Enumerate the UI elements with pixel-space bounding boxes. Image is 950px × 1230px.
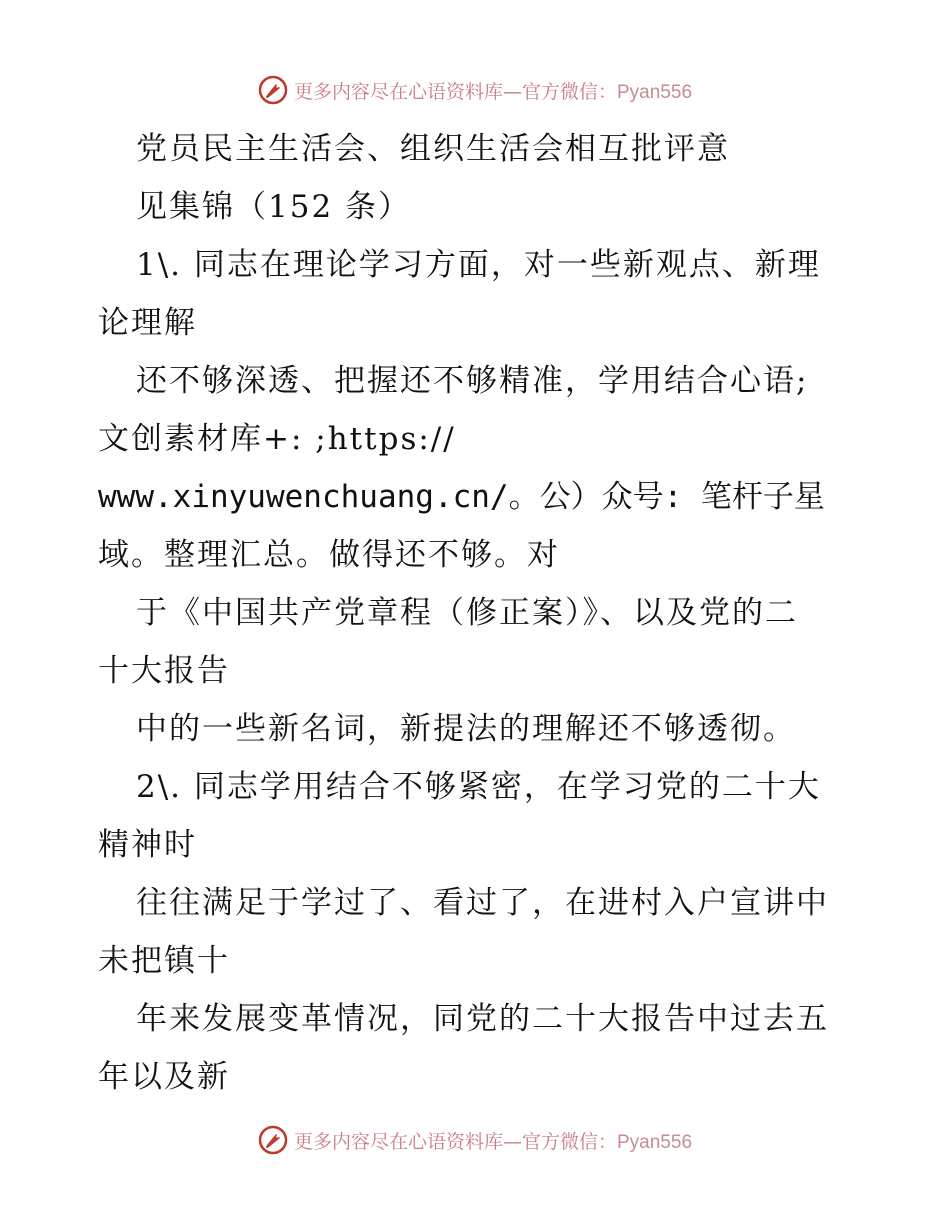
text-line: 论理解 [98,305,197,341]
text-line: 精神时 [98,827,197,863]
text-line: 还不够深透、把握还不够精准，学用结合心语; [136,363,809,399]
text-line: 文创素材库+: ;https:// [98,421,456,457]
text-line: 年来发展变革情况，同党的二十大报告中过去五 [136,1001,829,1037]
text-line: www.xinyuwenchuang.cn/。公）众号: 笔杆子星 [98,479,825,515]
text-line: 域。整理汇总。做得还不够。对 [98,537,560,573]
text-line: 中的一些新名词，新提法的理解还不够透彻。 [136,711,796,747]
pen-nib-logo-icon [258,75,288,105]
wechat-id: Pyan556 [617,81,693,103]
text-line: 十大报告 [98,653,230,689]
text-line: 1\. 同志在理论学习方面，对一些新观点、新理 [136,247,821,283]
header-banner [0,70,950,110]
text-line: 年以及新 [98,1059,230,1095]
text-line: 党员民主生活会、组织生活会相互批评意 [136,131,730,167]
footer-banner [0,1120,950,1160]
text-line: 往往满足于学过了、看过了，在进村入户宣讲中 [136,885,829,921]
text-line: 未把镇十 [98,943,230,979]
banner-text: 更多内容尽在心语资料库—官方微信：Pyan556 [293,1130,693,1153]
wechat-id: Pyan556 [617,1131,693,1153]
banner-text: 更多内容尽在心语资料库—官方微信：Pyan556 [293,80,693,103]
pen-nib-logo-icon [258,1125,288,1155]
text-line: 见集锦（152 条） [136,189,412,225]
text-line: 于《中国共产党章程（修正案）》、以及党的二 [136,595,798,631]
document-body [98,120,858,1106]
text-line: 2\. 同志学用结合不够紧密，在学习党的二十大 [136,769,821,805]
